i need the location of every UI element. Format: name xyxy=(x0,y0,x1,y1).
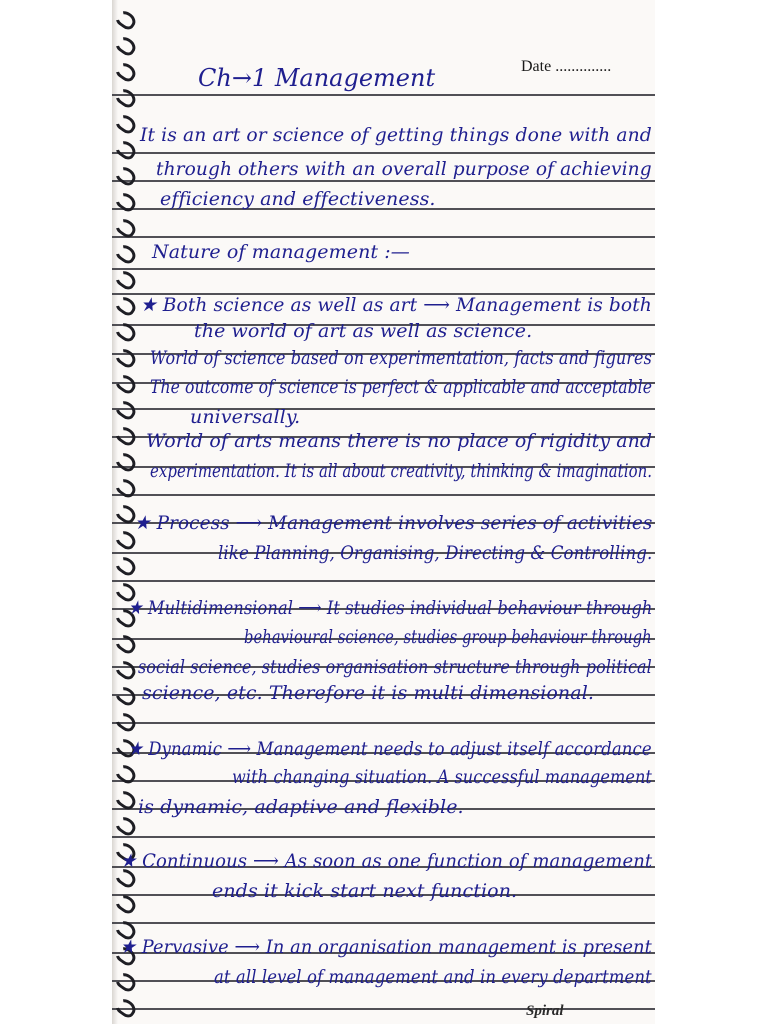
continuous-line-2: ends it kick start next function. xyxy=(212,880,518,902)
ruled-line xyxy=(112,1008,655,1010)
continuous-line-1: ★ Continuous ⟶ As soon as one function of management xyxy=(120,850,653,872)
science-art-line-2: the world of art as well as science. xyxy=(194,320,533,342)
dynamic-line-3: is dynamic, adaptive and flexible. xyxy=(138,796,464,818)
science-art-line-4: The outcome of science is perfect & applicable and acceptable xyxy=(150,376,653,398)
process-line-1: ★ Process ⟶ Management involves series of activities xyxy=(134,512,653,534)
intro-line-1: It is an art or science of getting things done with and xyxy=(140,124,652,146)
ruled-line xyxy=(112,836,655,838)
nature-heading: Nature of management :— xyxy=(152,241,410,263)
dynamic-line-1: ★ Dynamic ⟶ Management needs to adjust itself accordance xyxy=(128,738,652,760)
ruled-line xyxy=(112,922,655,924)
ruled-line xyxy=(112,268,655,270)
notebook-brand: Spiral xyxy=(526,1003,564,1019)
chapter-title: Ch→1 Management xyxy=(198,64,436,92)
multidimensional-line-1: ★ Multidimensional ⟶ It studies individual behaviour through xyxy=(128,597,653,619)
science-art-line-5: universally. xyxy=(190,406,301,428)
ruled-line xyxy=(112,152,655,154)
process-line-2: like Planning, Organising, Directing & Controlling. xyxy=(218,542,653,564)
science-art-line-1: ★ Both science as well as art ⟶ Management is both xyxy=(140,294,652,316)
date-label: Date .............. xyxy=(521,58,612,75)
pervasive-line-2: at all level of management and in every department xyxy=(214,966,652,988)
pervasive-line-1: ★ Pervasive ⟶ In an organisation management is present xyxy=(120,936,652,958)
multidimensional-line-2: behavioural science, studies group behaviour through xyxy=(244,626,652,648)
science-art-line-6: World of arts means there is no place of rigidity and xyxy=(146,430,653,452)
science-art-line-3: World of science based on experimentation, facts and figures xyxy=(150,347,652,369)
ruled-line xyxy=(112,180,655,182)
ruled-line xyxy=(112,94,655,96)
ruled-line xyxy=(112,236,655,238)
ruled-line xyxy=(112,580,655,582)
intro-line-2: through others with an overall purpose of achieving xyxy=(156,158,652,180)
intro-line-3: efficiency and effectiveness. xyxy=(160,188,436,210)
science-art-line-7: experimentation. It is all about creativity, thinking & imagination. xyxy=(150,460,653,482)
ruled-line xyxy=(112,722,655,724)
ruled-line xyxy=(112,494,655,496)
multidimensional-line-4: science, etc. Therefore it is multi dimensional. xyxy=(142,682,595,704)
dynamic-line-2: with changing situation. A successful management xyxy=(232,766,652,788)
multidimensional-line-3: social science, studies organisation structure through political xyxy=(138,656,652,678)
